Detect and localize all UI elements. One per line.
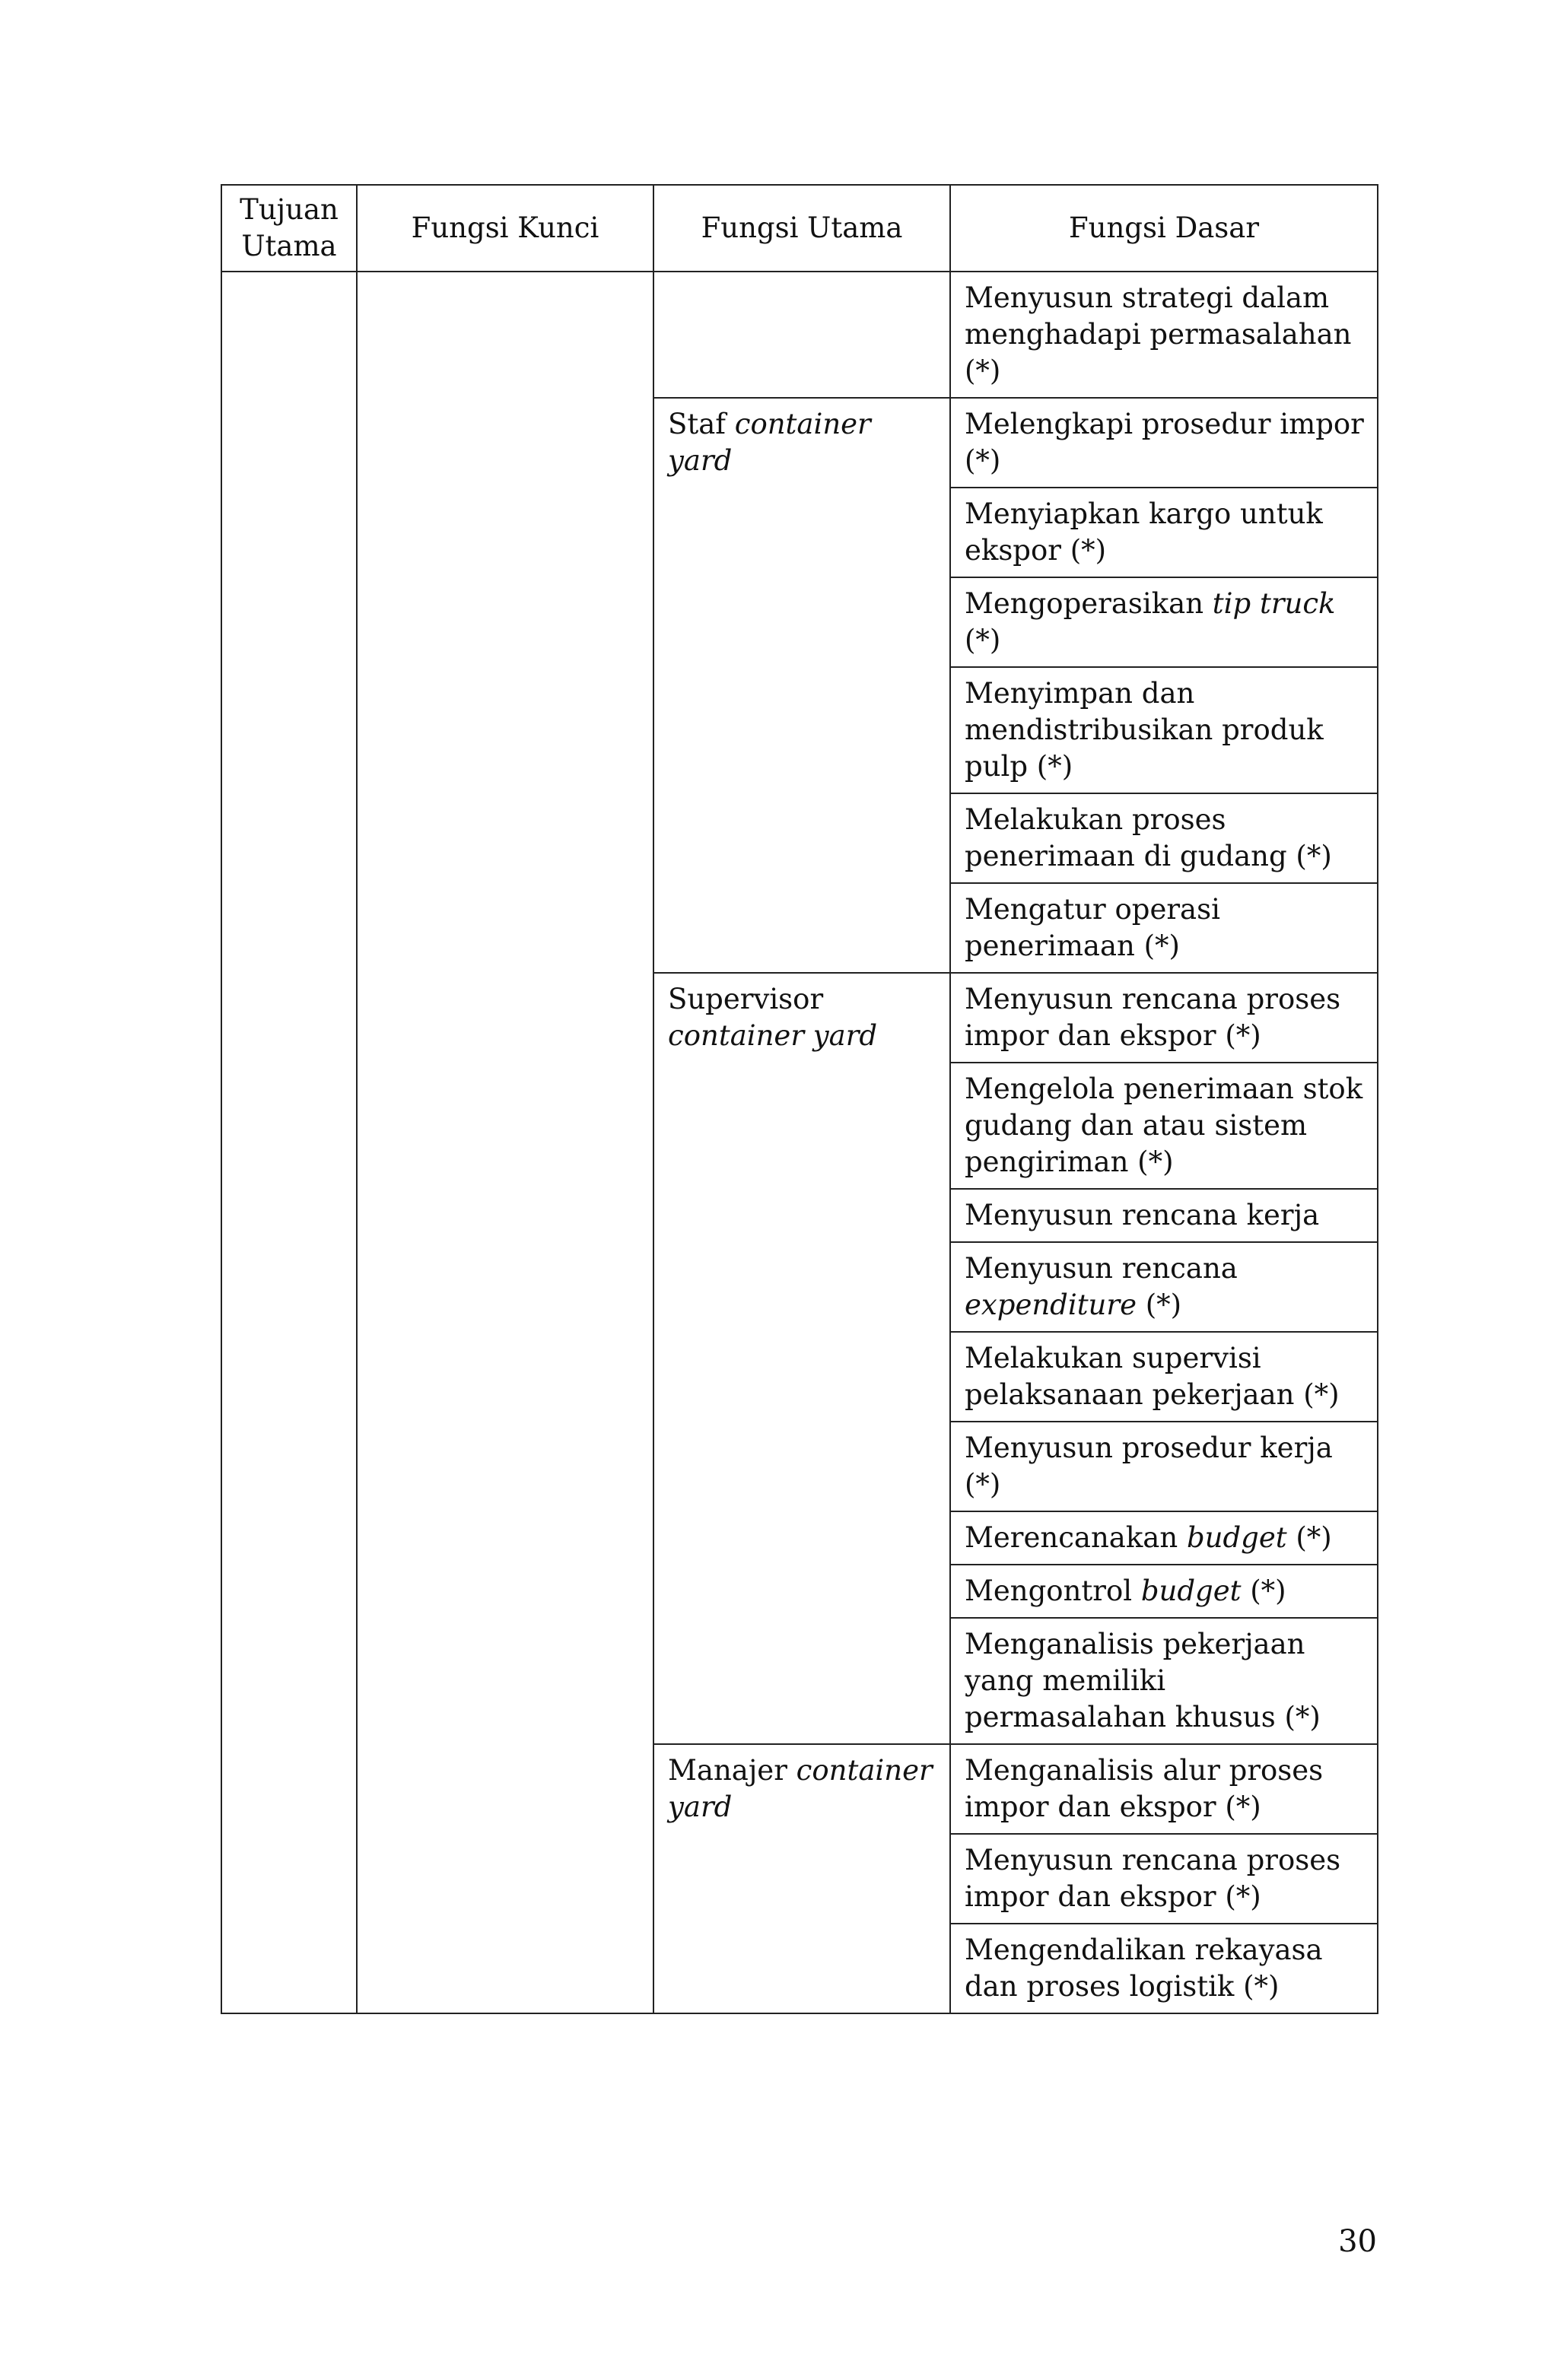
table-row	[221, 272, 1378, 398]
fungsi-dasar-cell: Mengendalikan rekayasa dan proses logistik (*)	[950, 1924, 1378, 2013]
fungsi-dasar-cell: Menyusun rencana expenditure (*)	[950, 1242, 1378, 1332]
fungsi-utama-cell: Manajer container yard	[653, 1744, 950, 2013]
header-fungsi-utama: Fungsi Utama	[653, 185, 950, 272]
fungsi-dasar-cell: Menyusun rencana kerja	[950, 1189, 1378, 1242]
fungsi-dasar-cell: Menganalisis alur proses impor dan ekspor (*)	[950, 1744, 1378, 1834]
fungsi-dasar-cell: Menyusun rencana proses impor dan ekspor (*)	[950, 973, 1378, 1063]
fungsi-dasar-cell: Melakukan supervisi pelaksanaan pekerjaan (*)	[950, 1332, 1378, 1422]
header-tujuan-utama: Tujuan Utama	[221, 185, 357, 272]
fungsi-utama-cell: Supervisor container yard	[653, 973, 950, 1744]
fungsi-dasar-cell: Mengontrol budget (*)	[950, 1565, 1378, 1618]
fungsi-dasar-cell: Menyiapkan kargo untuk ekspor (*)	[950, 488, 1378, 577]
fungsi-dasar-cell: Menganalisis pekerjaan yang memiliki permasalahan khusus (*)	[950, 1618, 1378, 1744]
page-number: 30	[1338, 2224, 1377, 2259]
fungsi-dasar-cell: Melakukan proses penerimaan di gudang (*)	[950, 793, 1378, 883]
fungsi-dasar-cell: Menyimpan dan mendistribusikan produk pulp (*)	[950, 667, 1378, 793]
tujuan-utama-cell	[221, 272, 357, 2013]
header-fungsi-kunci: Fungsi Kunci	[357, 185, 653, 272]
fungsi-dasar-cell: Mengatur operasi penerimaan (*)	[950, 883, 1378, 973]
fungsi-dasar-cell: Menyusun rencana proses impor dan ekspor (*)	[950, 1834, 1378, 1924]
fungsi-kunci-cell	[357, 272, 653, 2013]
fungsi-dasar-cell: Menyusun strategi dalam menghadapi permasalahan (*)	[950, 272, 1378, 398]
fungsi-dasar-cell: Menyusun prosedur kerja (*)	[950, 1422, 1378, 1511]
fungsi-utama-cell: Staf container yard	[653, 398, 950, 973]
functions-table	[221, 184, 1378, 2014]
fungsi-utama-cell	[653, 272, 950, 398]
header-fungsi-dasar: Fungsi Dasar	[950, 185, 1378, 272]
fungsi-dasar-cell: Merencanakan budget (*)	[950, 1511, 1378, 1565]
table-header-row	[221, 185, 1378, 272]
fungsi-dasar-cell: Mengelola penerimaan stok gudang dan atau sistem pengiriman (*)	[950, 1063, 1378, 1189]
fungsi-dasar-cell: Melengkapi prosedur impor (*)	[950, 398, 1378, 488]
fungsi-dasar-cell: Mengoperasikan tip truck (*)	[950, 577, 1378, 667]
